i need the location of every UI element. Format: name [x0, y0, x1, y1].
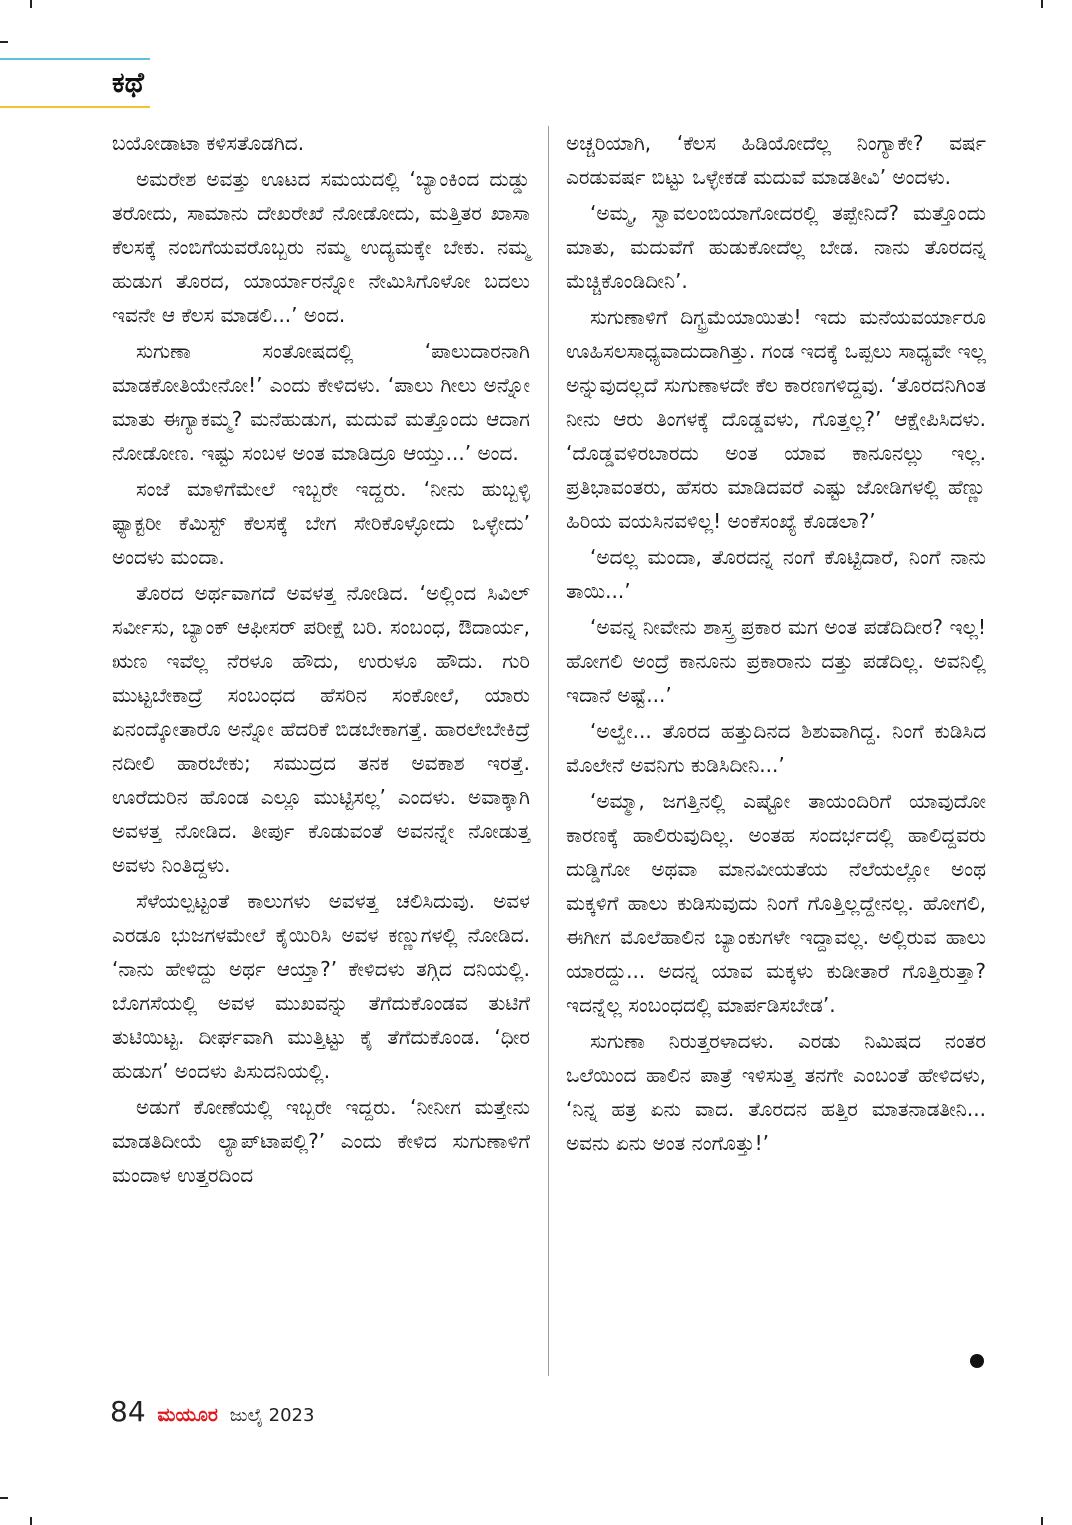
page-number: 84: [110, 1395, 146, 1428]
paragraph: ‘ಅಲ್ವೇ... ತೊರದ ಹತ್ತುದಿನದ ಶಿಶುವಾಗಿದ್ದ. ನಿಂಗೆ ಕುಡಿಸಿದ ಮೊಲೇನೆ ಅವನಿಗು ಕುಡಿಸಿದೀನಿ...’: [566, 719, 986, 777]
paragraph: ಸುಗುಣಾಳಿಗೆ ದಿಗ್ಭ್ರಮೆಯಾಯಿತು! ಇದು ಮನೆಯವರ್ಯಾರೂ ಊಹಿಸಲಸಾಧ್ಯವಾದುದಾಗಿತ್ತು. ಗಂಡ ಇದಕ್ಕೆ ಒಪ್ಪಲು ಸಾಧ್ಯವೇ ಇಲ್ಲ ಅನ್ನುವುದಲ್ಲದೆ ಸುಗುಣಾಳದೇ ಕೆಲ ಕಾರಣಗಳಿದ್ದವು. ‘ತೊರದನಿಗಿಂತ ನೀನು ಆರು ತಿಂಗಳಕ್ಕೆ ದೊಡ್ಡವಳು, ಗೊತ್ತಲ್ಲ?’ ಆಕ್ಷೇಪಿಸಿದಳು. ‘ದೊಡ್ಡವಳಿರಬಾರದು ಅಂತ ಯಾವ ಕಾನೂನಲ್ಲು ಇಲ್ಲ. ಪ್ರತಿಭಾವಂತರು, ಹೆಸರು ಮಾಡಿದವರೆ ಎಷ್ಟು ಜೋಡಿಗಳಲ್ಲಿ ಹೆಣ್ಣು ಹಿರಿಯ ವಯಸಿನವಳಿಲ್ಲ! ಅಂಕೆಸಂಖ್ಯೆ ಕೊಡಲಾ?’: [566, 305, 986, 533]
crop-mark-bottom-left: [30, 1517, 32, 1525]
crop-mark-top-right: [1041, 0, 1043, 8]
crop-mark-bottom-right: [1041, 1517, 1043, 1525]
paragraph: ‘ಅಮ್ಮ, ಸ್ವಾವಲಂಬಿಯಾಗೋದರಲ್ಲಿ ತಪ್ಪೇನಿದೆ? ಮತ್ತೊಂದು ಮಾತು, ಮದುವೆಗೆ ಹುಡುಕೋದೆಲ್ಲ ಬೇಡ. ನಾನು ತೊರದನ್ನ ಮೆಚ್ಚಿಕೊಂಡಿದೀನಿ’.: [566, 201, 986, 293]
section-rule-top: [0, 58, 150, 60]
paragraph: ತೊರದ ಅರ್ಥವಾಗದೆ ಅವಳತ್ತ ನೋಡಿದ. ‘ಅಲ್ಲಿಂದ ಸಿವಿಲ್ ಸರ್ವೀಸು, ಬ್ಯಾಂಕ್ ಆಫೀಸರ್ ಪರೀಕ್ಷೆ ಬರಿ. ಸಂಬಂಧ, ಔದಾರ್ಯ, ಋಣ ಇವೆಲ್ಲ ನೆರಳೂ ಹೌದು, ಉರುಳೂ ಹೌದು. ಗುರಿ ಮುಟ್ಟಬೇಕಾದ್ರೆ ಸಂಬಂಧದ ಹೆಸರಿನ ಸಂಕೋಲೆ, ಯಾರು ಏನಂದ್ಕೋತಾರೊ ಅನ್ನೋ ಹೆದರಿಕೆ ಬಿಡಬೇಕಾಗತ್ತೆ. ಹಾರಲೇಬೇಕಿದ್ರೆ ನದೀಲಿ ಹಾರಬೇಕು; ಸಮುದ್ರದ ತನಕ ಅವಕಾಶ ಇರತ್ತೆ. ಊರೆದುರಿನ ಹೊಂಡ ಎಲ್ಲೂ ಮುಟ್ಟಿಸಲ್ಲ’ ಎಂದಳು. ಅವಾಕ್ಕಾಗಿ ಅವಳತ್ತ ನೋಡಿದ. ತೀರ್ಪು ಕೊಡುವಂತೆ ಅವನನ್ನೇ ನೋಡುತ್ತ ಅವಳು ನಿಂತಿದ್ದಳು.: [112, 581, 530, 877]
column-divider: [548, 126, 549, 1376]
story-column-right: [566, 126, 986, 1162]
paragraph: ‘ಅದಲ್ಲ ಮಂದಾ, ತೊರದನ್ನ ನಂಗೆ ಕೊಟ್ಟಿದಾರೆ, ನಿಂಗೆ ನಾನು ತಾಯಿ...’: [566, 545, 986, 603]
story-end-mark: [970, 1354, 984, 1368]
crop-mark-left-lower: [0, 1497, 8, 1499]
paragraph: ಬಯೋಡಾಟಾ ಕಳಿಸತೊಡಗಿದ.: [112, 131, 305, 155]
paragraph: ಅಮರೇಶ ಅವತ್ತು ಊಟದ ಸಮಯದಲ್ಲಿ ‘ಬ್ಯಾಂಕಿಂದ ದುಡ್ಡು ತರೋದು, ಸಾಮಾನು ದೇಖರೇಖೆ ನೋಡೋದು, ಮತ್ತಿತರ ಖಾಸಾ ಕೆಲಸಕ್ಕೆ ನಂಬಿಗೆಯವರೊಬ್ಬರು ನಮ್ಮ ಉದ್ಯಮಕ್ಕೇ ಬೇಕು. ನಮ್ಮ ಹುಡುಗ ತೊರದ, ಯಾರ್ಯಾರನ್ನೋ ನೇಮಿಸಿಗೊಳೋ ಬದಲು ಇವನೇ ಆ ಕೆಲಸ ಮಾಡಲಿ...’ ಅಂದ.: [112, 167, 530, 327]
issue-date: ಜುಲೈ 2023: [229, 1405, 315, 1426]
story-column-left: [112, 126, 530, 1194]
paragraph: ಸುಗುಣಾ ಸಂತೋಷದಲ್ಲಿ ‘ಪಾಲುದಾರನಾಗಿ ಮಾಡಕೋತಿಯೇನೋ!’ ಎಂದು ಕೇಳಿದಳು. ‘ಪಾಲು ಗೀಲು ಅನ್ನೋ ಮಾತು ಈಗ್ಯಾಕಮ್ಮ? ಮನೆಹುಡುಗ, ಮದುವೆ ಮತ್ತೊಂದು ಆದಾಗ ನೋಡೋಣ. ಇಷ್ಟು ಸಂಬಳ ಅಂತ ಮಾಡಿದ್ರೂ ಆಯ್ತು...’ ಅಂದ.: [112, 339, 530, 465]
paragraph: ಅಡುಗೆ ಕೋಣೆಯಲ್ಲಿ ಇಬ್ಬರೇ ಇದ್ದರು. ‘ನೀನೀಗ ಮತ್ತೇನು ಮಾಡತಿದೀಯೆ ಲ್ಯಾಪ್‌ಟಾಪಲ್ಲಿ?’ ಎಂದು ಕೇಳಿದ ಸುಗುಣಾಳಿಗೆ ಮಂದಾಳ ಉತ್ತರದಿಂದ: [112, 1095, 530, 1187]
paragraph: ‘ಅವನ್ನ ನೀವೇನು ಶಾಸ್ತ್ರ ಪ್ರಕಾರ ಮಗ ಅಂತ ಪಡೆದಿದೀರ? ಇಲ್ಲ! ಹೋಗಲಿ ಅಂದ್ರೆ ಕಾನೂನು ಪ್ರಕಾರಾನು ದತ್ತು ಪಡೆದಿಲ್ಲ. ಅವನಿಲ್ಲಿ ಇದಾನೆ ಅಷ್ಟೆ...’: [566, 615, 986, 707]
paragraph: ‘ಅಮ್ಮಾ, ಜಗತ್ತಿನಲ್ಲಿ ಎಷ್ಟೋ ತಾಯಂದಿರಿಗೆ ಯಾವುದೋ ಕಾರಣಕ್ಕೆ ಹಾಲಿರುವುದಿಲ್ಲ. ಅಂತಹ ಸಂದರ್ಭದಲ್ಲಿ ಹಾಲಿದ್ದವರು ದುಡ್ಡಿಗೋ ಅಥವಾ ಮಾನವೀಯತೆಯ ನೆಲೆಯಲ್ಲೋ ಅಂಥ ಮಕ್ಕಳಿಗೆ ಹಾಲು ಕುಡಿಸುವುದು ನಿಂಗೆ ಗೊತ್ತಿಲ್ಲದ್ದೇನಲ್ಲ. ಹೋಗಲಿ, ಈಗೀಗ ಮೊಲೆಹಾಲಿನ ಬ್ಯಾಂಕುಗಳೇ ಇದ್ದಾವಲ್ಲ. ಅಲ್ಲಿರುವ ಹಾಲು ಯಾರದ್ದು... ಅದನ್ನ ಯಾವ ಮಕ್ಕಳು ಕುಡೀತಾರೆ ಗೊತ್ತಿರುತ್ತಾ? ಇದನ್ನೆಲ್ಲ ಸಂಬಂಧದಲ್ಲಿ ಮಾರ್ಪಡಿಸಬೇಡ’.: [566, 789, 986, 1017]
paragraph: ಸುಗುಣಾ ನಿರುತ್ತರಳಾದಳು. ಎರಡು ನಿಮಿಷದ ನಂತರ ಒಲೆಯಿಂದ ಹಾಲಿನ ಪಾತ್ರೆ ಇಳಿಸುತ್ತ ತನಗೇ ಎಂಬಂತೆ ಹೇಳಿದಳು, ‘ನಿನ್ನ ಹತ್ರ ಏನು ವಾದ. ತೊರದನ ಹತ್ತಿರ ಮಾತನಾಡತೀನಿ... ಅವನು ಏನು ಅಂತ ನಂಗೊತ್ತು!’: [566, 1029, 986, 1155]
section-title: ಕಥೆ: [112, 66, 144, 99]
paragraph: ಅಚ್ಚರಿಯಾಗಿ, ‘ಕೆಲಸ ಹಿಡಿಯೋದೆಲ್ಲ ನಿಂಗ್ಯಾಕೇ? ವರ್ಷ ಎರಡುವರ್ಷ ಬಿಟ್ಟು ಒಳ್ಳೇಕಡೆ ಮದುವೆ ಮಾಡತೀವಿ’ ಅಂದಳು.: [566, 131, 986, 189]
crop-mark-top-left: [30, 0, 32, 8]
paragraph: ಸಂಜೆ ಮಾಳಿಗೆಮೇಲೆ ಇಬ್ಬರೇ ಇದ್ದರು. ‘ನೀನು ಹುಬ್ಬಳ್ಳಿ ಫ್ಯಾಕ್ಟರೀ ಕೆಮಿಸ್ಟ್ ಕೆಲಸಕ್ಕೆ ಬೇಗ ಸೇರಿಕೊಳ್ಳೋದು ಒಳ್ಳೇದು’ ಅಂದಳು ಮಂದಾ.: [112, 477, 530, 569]
page-footer: [110, 1395, 314, 1428]
magazine-name: ಮಯೂರ: [157, 1404, 218, 1426]
section-rule-bottom: [0, 106, 150, 108]
crop-mark-left-upper: [0, 41, 8, 43]
paragraph: ಸೆಳೆಯಲ್ಪಟ್ಟಂತೆ ಕಾಲುಗಳು ಅವಳತ್ತ ಚಲಿಸಿದುವು. ಅವಳ ಎರಡೂ ಭುಜಗಳಮೇಲೆ ಕೈಯಿರಿಸಿ ಅವಳ ಕಣ್ಣುಗಳಲ್ಲಿ ನೋಡಿದ. ‘ನಾನು ಹೇಳಿದ್ದು ಅರ್ಥ ಆಯ್ತಾ?’ ಕೇಳಿದಳು ತಗ್ಗಿದ ದನಿಯಲ್ಲಿ. ಬೊಗಸೆಯಲ್ಲಿ ಅವಳ ಮುಖವನ್ನು ತೆಗೆದುಕೊಂಡವ ತುಟಿಗೆ ತುಟಿಯಿಟ್ಟ. ದೀರ್ಘವಾಗಿ ಮುತ್ತಿಟ್ಟು ಕೈ ತೆಗೆದುಕೊಂಡ. ‘ಧೀರ ಹುಡುಗ’ ಅಂದಳು ಪಿಸುದನಿಯಲ್ಲಿ.: [112, 889, 530, 1083]
